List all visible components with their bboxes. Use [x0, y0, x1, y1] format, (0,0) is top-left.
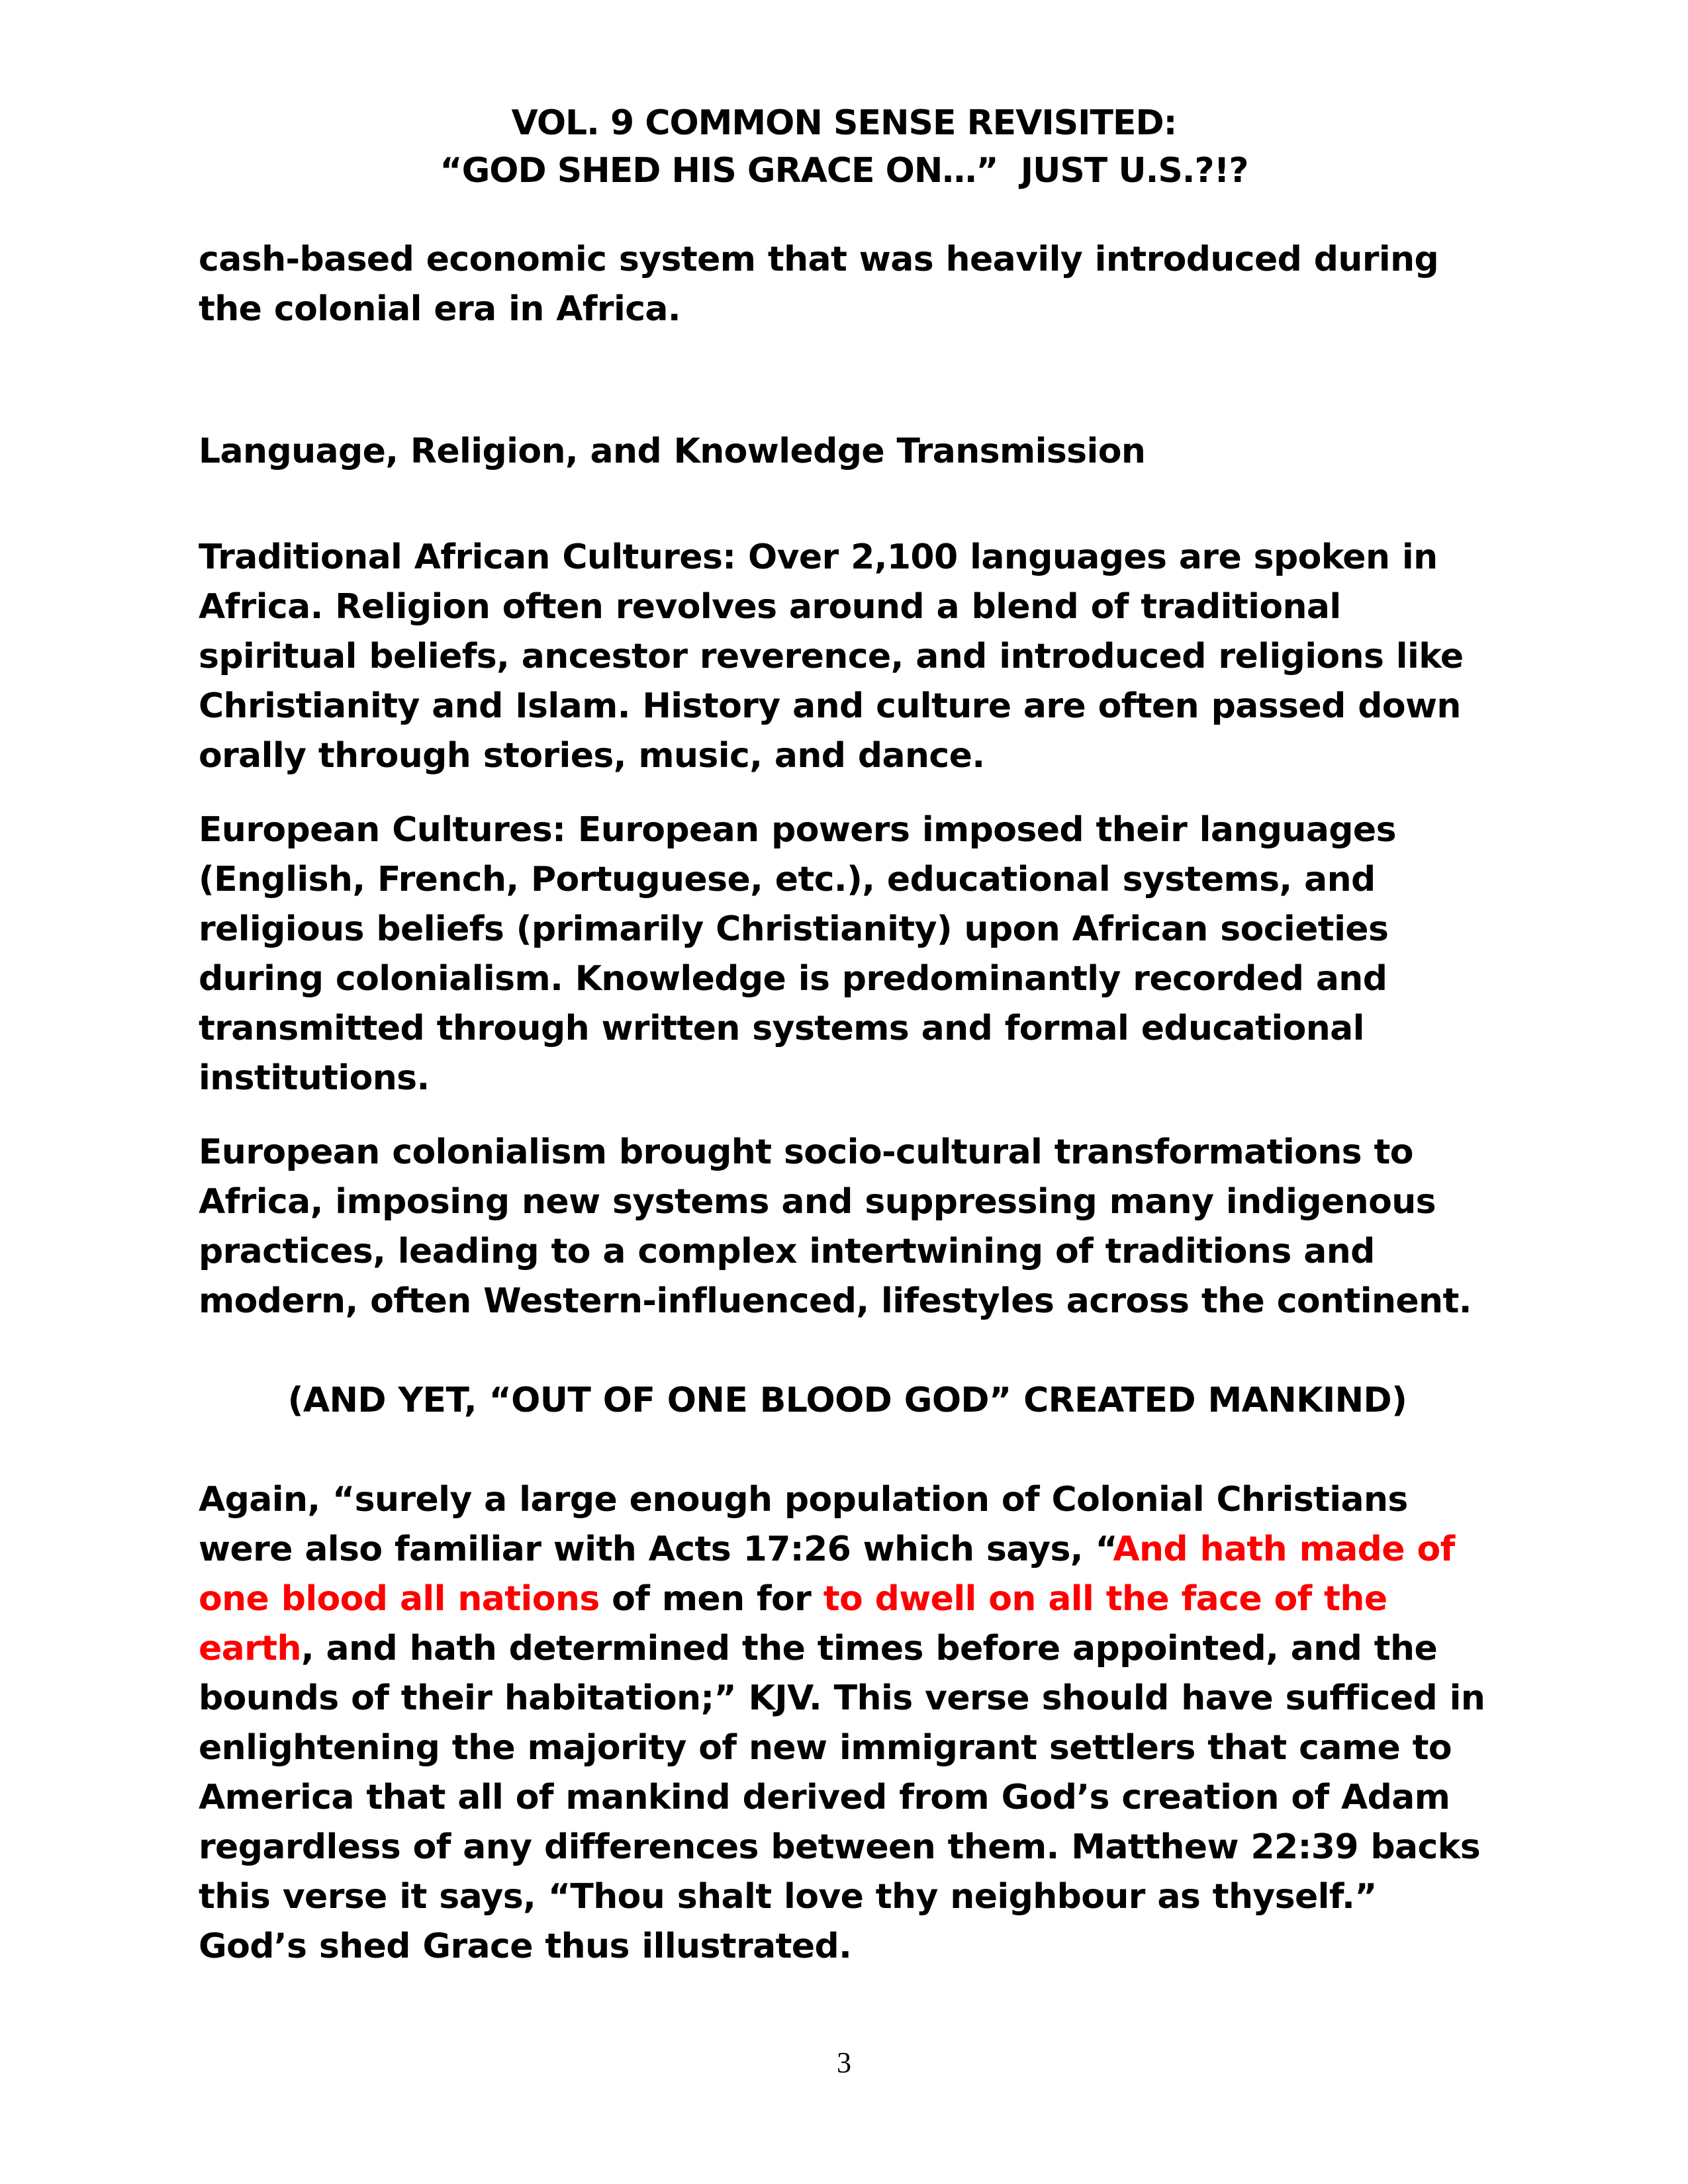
page-number: 3 — [837, 2046, 851, 2079]
centered-heading: (AND YET, “OUT OF ONE BLOOD GOD” CREATED MANKIND) — [287, 1381, 1407, 1420]
acts-paragraph — [199, 1475, 1496, 1972]
page-body — [199, 235, 1496, 1972]
header-line-2: “GOD SHED HIS GRACE ON…” JUST U.S.?!? — [440, 151, 1248, 191]
acts-scripture-highlight-2: to dwell on all the face of the earth — [199, 1579, 1387, 1668]
section-heading: Language, Religion, and Knowledge Transmission — [199, 432, 1146, 471]
acts-text-part-3: , and hath determined the times before appointed, and the bounds of their habitation;” KJV. This verse should have sufficed in enlightening the majority of new immigrant settlers that came to America that all of mankind derived from God’s creation of Adam regardless of any differences between them. Matthew 22:39 backs this verse it says, “Thou shalt love thy neighbour as thyself.” God’s shed Grace thus illustrated. — [199, 1629, 1485, 1966]
header-line-1: VOL. 9 COMMON SENSE REVISITED: — [511, 103, 1177, 143]
running-header — [0, 99, 1688, 195]
acts-text-part-2: of men for — [599, 1579, 823, 1619]
traditional-cultures-paragraph: Traditional African Cultures: Over 2,100 languages are spoken in Africa. Religion often revolves around a blend of traditional spiritual beliefs, ancestor reverence, and introduced religions like Christianity and Islam. History and culture are often passed down orally through stories, music, and dance. — [199, 537, 1464, 776]
european-cultures-paragraph: European Cultures: European powers imposed their languages (English, French, Portuguese, etc.), educational systems, and religious beliefs (primarily Christianity) upon African societies during colonialism. Knowledge is predominantly recorded and transmitted through written systems and formal educational institutions. — [199, 810, 1396, 1098]
continuation-paragraph: cash-based economic system that was heavily introduced during the colonial era in Africa. — [199, 240, 1439, 329]
colonialism-paragraph: European colonialism brought socio-cultural transformations to Africa, imposing new systems and suppressing many indigenous practices, leading to a complex intertwining of traditions and modern, often Western-influenced, lifestyles across the continent. — [199, 1132, 1472, 1321]
acts-scripture-highlight-1: And hath made of one blood all nations — [199, 1529, 1455, 1619]
acts-text-part-1: Again, “surely a large enough population of Colonial Christians were also familiar with Acts 17:26 which says, “ — [199, 1480, 1408, 1569]
